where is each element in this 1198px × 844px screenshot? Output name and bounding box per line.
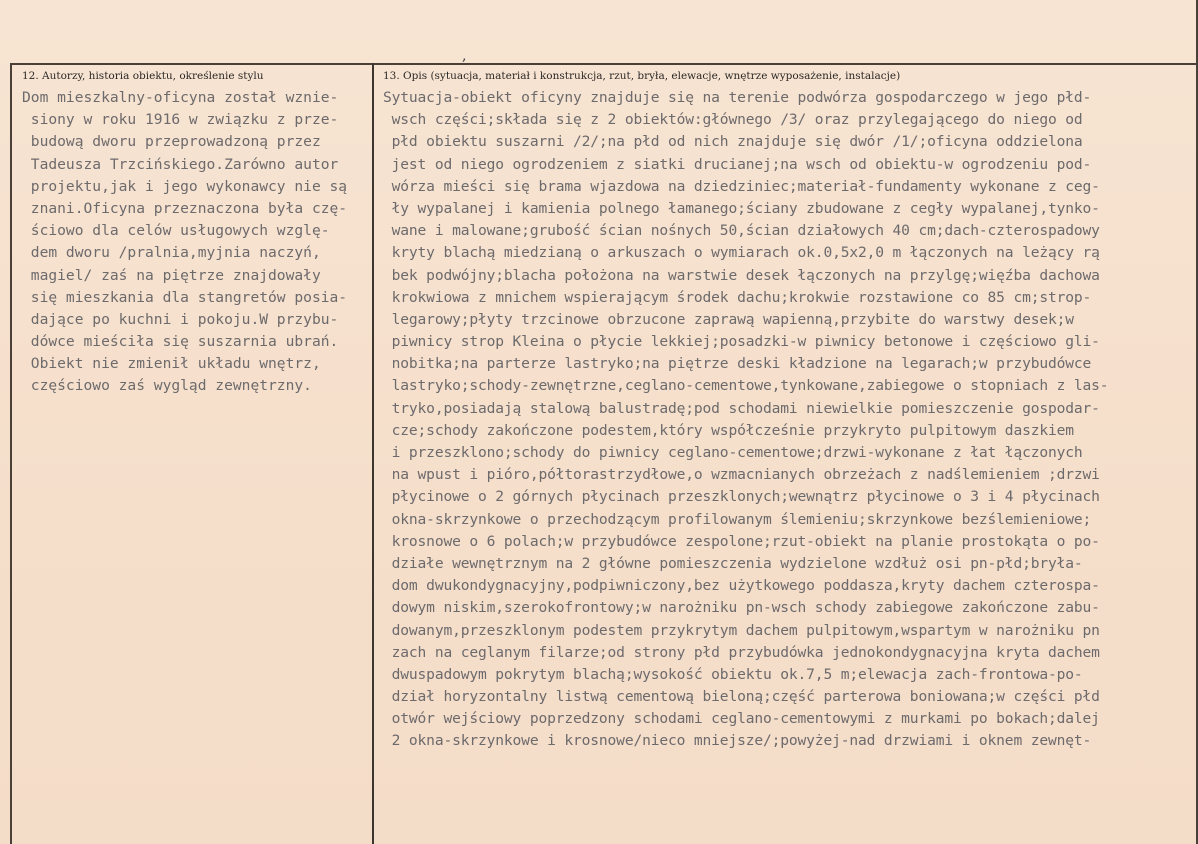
text-line: Obiekt nie zmienił układu wnętrz, <box>22 355 321 373</box>
text-line: budową dworu przeprowadzoną przez <box>22 133 321 151</box>
text-line: zach na ceglanym filarze;od strony płd przybudówka jednokondygnacyjna kryta dachem <box>383 643 1100 661</box>
text-line: dowanym,przeszklonym podestem przykrytym dachem pulpitowym,wspartym w narożniku pn <box>383 621 1100 639</box>
text-line: piwnicy strop Kleina o płycie lekkiej;posadzki-w piwnicy betonowe i częściowo gli- <box>383 333 1100 351</box>
form-frame-top <box>10 63 1198 65</box>
text-line: wórza mieści się brama wjazdowa na dziedziniec;materiał-fundamenty wykonane z ceg- <box>383 177 1100 195</box>
text-line: dowym niskim,szerokofrontowy;w narożniku pn-wsch schody zabiegowe zakończone zabu- <box>383 599 1100 617</box>
section-13-text <box>383 87 1193 753</box>
text-line: wsch części;składa się z 2 obiektów:głównego /3/ oraz przylegającego do niego od <box>383 111 1083 129</box>
text-line: krosnowe o 6 polach;w przybudówce zespolone;rzut-obiekt na planie prostokąta o po- <box>383 532 1100 550</box>
text-line: otwór wejściowy poprzedzony schodami ceglano-cementowymi z murkami po bokach;dalej <box>383 710 1100 728</box>
text-line: legarowy;płyty trzcinowe obrzucone zaprawą wapienną,przybite do warstwy desek;w <box>383 310 1074 328</box>
section-13-heading: 13. Opis (sytuacja, materiał i konstrukcja, rzut, bryła, elewacje, wnętrze wyposażenie, instalacje) <box>383 70 901 82</box>
text-line: okna-skrzynkowe o przechodzącym profilowanym ślemieniu;skrzynkowe bezślemieniowe; <box>383 510 1092 528</box>
text-line: dział horyzontalny listwą cementową bieloną;część parterowa boniowana;w części płd <box>383 688 1100 706</box>
text-line: kryty blachą miedzianą o arkuszach o wymiarach ok.0,5x2,0 m łączonych na leżący rą <box>383 244 1100 262</box>
section-12-heading: 12. Autorzy, historia obiektu, określenie stylu <box>22 70 264 82</box>
text-line: płycinowe o 2 górnych płycinach przeszklonych;wewnątrz płycinowe o 3 i 4 płycinach <box>383 488 1100 506</box>
text-line: dem dworu /pralnia,myjnia naczyń, <box>22 244 321 262</box>
text-line: się mieszkania dla stangretów posia- <box>22 288 348 306</box>
text-line: dające po kuchni i pokoju.W przybu- <box>22 310 339 328</box>
text-line: wane i malowane;grubość ścian nośnych 50,ścian działowych 40 cm;dach-czterospadowy <box>383 222 1100 240</box>
text-line: częściowo zaś wygląd zewnętrzny. <box>22 377 312 395</box>
text-line: bek podwójny;blacha położona na warstwie desek łączonych na przylgę;więźba dachowa <box>383 266 1100 284</box>
column-divider <box>372 63 374 844</box>
text-line: Dom mieszkalny-oficyna został wznie- <box>22 89 339 106</box>
text-line: jest od niego ogrodzeniem z siatki drucianej;na wsch od obiektu-w ogrodzeniu pod- <box>383 155 1092 173</box>
text-line: magiel/ zaś na piętrze znajdowały <box>22 266 321 284</box>
text-line: ły wypalanej i kamienia polnego łamanego;ściany zbudowane z cegły wypalanej,tynko- <box>383 199 1100 217</box>
text-line: Tadeusza Trzcińskiego.Zarówno autor <box>22 155 339 173</box>
text-line: znani.Oficyna przeznaczona była czę- <box>22 199 348 217</box>
text-line: dówce mieściła się suszarnia ubrań. <box>22 333 339 351</box>
text-line: tryko,posiadają stalową balustradę;pod schodami niewielkie pomieszczenie gospodar- <box>383 399 1100 417</box>
text-line: siony w roku 1916 w związku z prze- <box>22 111 339 129</box>
text-line: i przeszklono;schody do piwnicy ceglano-cementowe;drzwi-wykonane z łat łączonych <box>383 444 1083 461</box>
text-line: dwuspadowym pokrytym blachą;wysokość obiektu ok.7,5 m;elewacja zach-frontowa-po- <box>383 665 1083 683</box>
text-line: projektu,jak i jego wykonawcy nie są <box>22 177 348 195</box>
text-line: ściowo dla celów usługowych wzglę- <box>22 222 330 240</box>
form-frame-left <box>10 63 12 844</box>
text-line: działe wewnętrznym na 2 główne pomieszczenia wydzielone wzdłuż osi pn-płd;bryła- <box>383 554 1083 572</box>
text-line: krokwiowa z mnichem wspierającym środek dachu;krokwie rozstawione co 85 cm;strop- <box>383 288 1092 306</box>
text-line: płd obiektu suszarni /2/;na płd od nich znajduje się dwór /1/;oficyna oddzielona <box>383 133 1083 151</box>
text-line: lastryko;schody-zewnętrzne,ceglano-cementowe,tynkowane,zabiegowe o stopniach z las- <box>383 377 1109 395</box>
text-line: dom dwukondygnacyjny,podpiwniczony,bez użytkowego poddasza,kryty dachem czterospa- <box>383 577 1100 595</box>
text-line: 2 okna-skrzynkowe i krosnowe/nieco mniejsze/;powyżej-nad drzwiami i oknem zewnęt- <box>383 732 1092 750</box>
text-line: cze;schody zakończone podestem,który współcześnie przykryto pulpitowym daszkiem <box>383 421 1074 439</box>
text-line: na wpust i pióro,półtorastrzydłowe,o wzmacnianych obrzeżach z nadślemieniem ;drzwi <box>383 466 1100 484</box>
pen-mark: , <box>462 48 467 64</box>
text-line: Sytuacja-obiekt oficyny znajduje się na terenie podwórza gospodarczego w jego płd- <box>383 89 1092 106</box>
text-line: nobitka;na parterze lastryko;na piętrze deski kładzione na legarach;w przybudówce <box>383 355 1092 373</box>
section-12-text <box>22 87 367 398</box>
